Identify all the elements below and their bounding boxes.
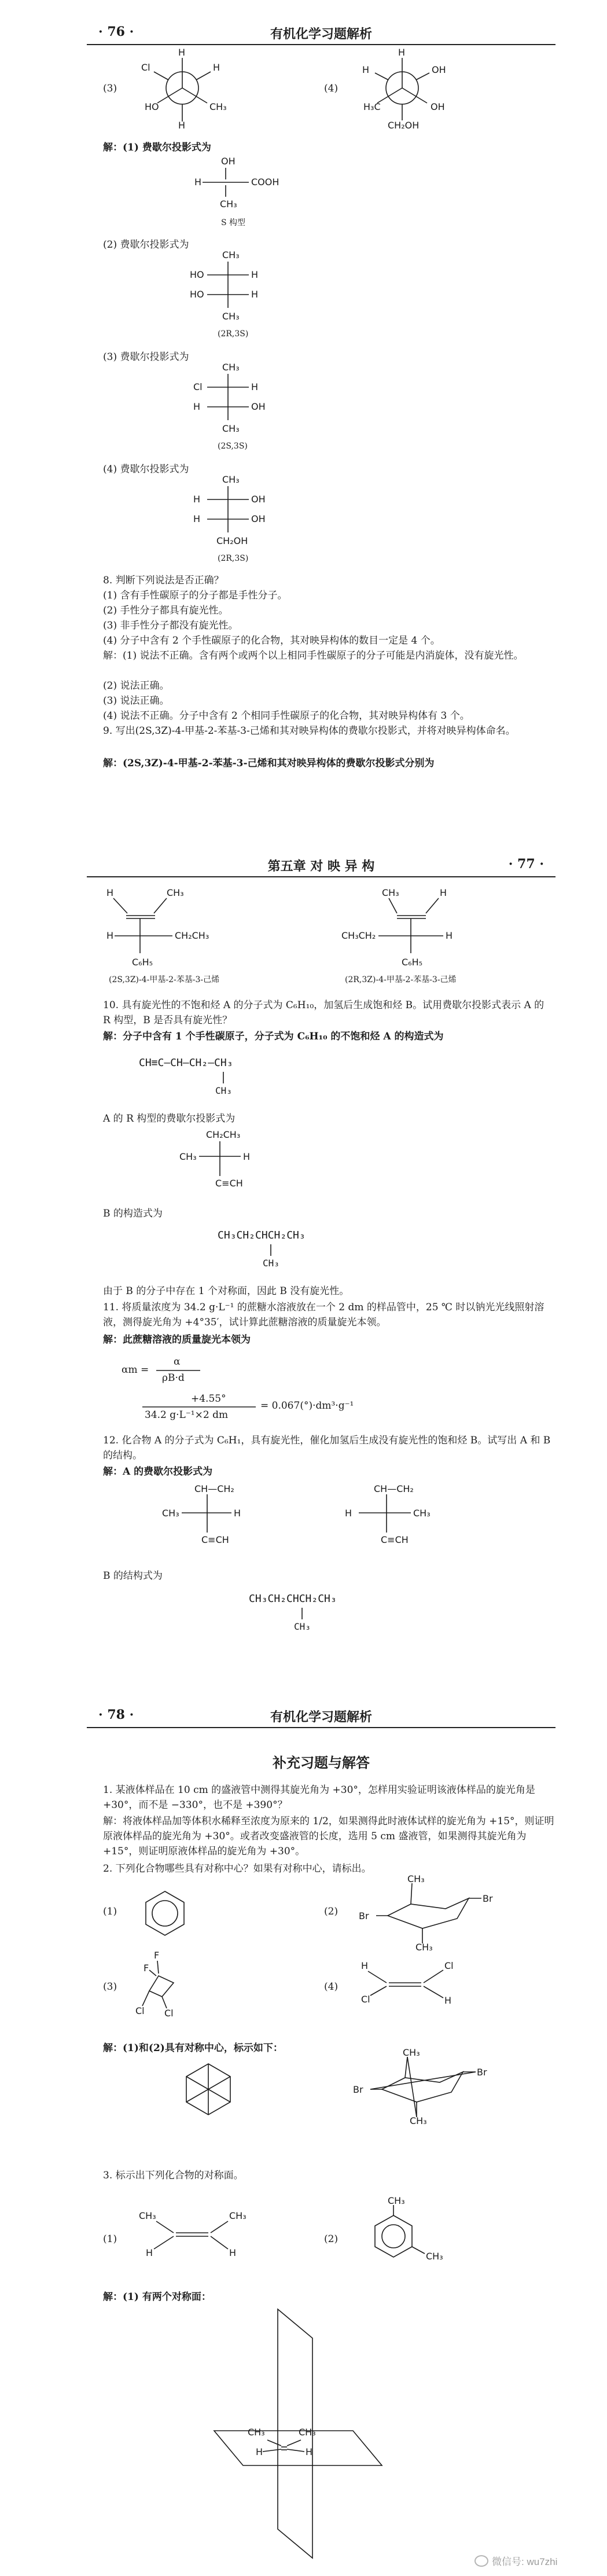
header-rule — [87, 876, 556, 877]
svg-text:CH₃: CH₃ — [299, 2427, 316, 2438]
svg-text:H: H — [106, 930, 114, 941]
dibromo-center-mark — [347, 2049, 498, 2124]
eq-num: α — [174, 1356, 181, 1368]
q12: 12. 化合物 A 的分子式为 C₆H₁，具有旋光性，催化加氢后生成没有旋光性的饱和烃 B。试写出 A 和 B 的结构。 — [103, 1435, 551, 1461]
s3-answer: 解：(1) 有两个对称面： — [103, 2291, 211, 2303]
svg-text:H: H — [361, 1960, 369, 1971]
solution-1: 解：(1) 费歇尔投影式为 — [103, 142, 211, 153]
q11-answer: 解：此蔗糖溶液的质量旋光本领为 — [103, 1334, 251, 1346]
svg-text:CH₃: CH₃ — [410, 2115, 427, 2126]
q8-answer-3: (3) 说法正确。 — [103, 695, 170, 707]
svg-text:H: H — [446, 930, 453, 941]
q8-2: (2) 手性分子都具有旋光性。 — [103, 605, 229, 616]
svg-text:H: H — [106, 887, 114, 898]
wechat-icon — [474, 2555, 488, 2567]
svg-text:H: H — [398, 47, 406, 58]
s2: 2. 下列化合物哪些具有对称中心？如果有对称中心，请标出。 — [103, 1863, 371, 1875]
svg-text:H: H — [306, 2446, 313, 2457]
q9: 9. 写出(2S,3Z)-4-甲基-2-苯基-3-己烯和其对映异构体的费歇尔投影式，并将对映异构体命名。 — [103, 725, 516, 737]
svg-text:CH₃: CH₃ — [139, 2210, 156, 2221]
svg-text:CH₃: CH₃ — [179, 1151, 197, 1162]
page-header — [87, 24, 556, 45]
s3-item-2: (2) — [324, 2233, 339, 2245]
section-title: 补充习题与解答 — [273, 1754, 370, 1771]
svg-text:CH₃: CH₃ — [388, 2195, 405, 2206]
eq2-den: 34.2 g·L⁻¹×2 dm — [145, 1409, 229, 1421]
s2-item-1: (1) — [103, 1906, 117, 1917]
page-header — [87, 1707, 556, 1728]
svg-text:Cl: Cl — [444, 1960, 454, 1971]
svg-text:Br: Br — [359, 1910, 369, 1921]
item-label-4: (4) — [324, 83, 339, 94]
fischer-3 — [190, 362, 306, 443]
q12-answer-b: B 的结构式为 — [103, 1570, 163, 1582]
svg-text:Cl: Cl — [193, 381, 203, 392]
svg-text:C≡CH: C≡CH — [201, 1534, 229, 1545]
q10: 10. 具有旋光性的不饱和烃 A 的分子式为 C₆H₁₀，加氢后生成饱和烃 B。试用费歇尔投影式表示 A 的 R 构型，B 是否具有旋光性？ — [103, 999, 545, 1026]
svg-text:CH₃: CH₃ — [426, 2251, 443, 2262]
watermark-text: 微信号: wu7zhi — [492, 2556, 558, 2567]
benzene-structure — [139, 1888, 191, 1940]
svg-text:CH₃CH₂: CH₃CH₂ — [341, 930, 376, 941]
name-2R3Z: (2R,3Z)-4-甲基-2-苯基-3-己烯 — [345, 975, 457, 984]
svg-text:Br: Br — [477, 2067, 487, 2078]
svg-text:C≡CH: C≡CH — [215, 1178, 243, 1189]
book-title: 有机化学习题解析 — [270, 1710, 372, 1725]
svg-text:CH₃: CH₃ — [209, 101, 227, 112]
fischer-A-R — [179, 1130, 295, 1193]
svg-text:OH: OH — [251, 494, 266, 505]
s2-item-3: (3) — [103, 1981, 117, 1993]
symmetry-planes-diagram — [191, 2309, 399, 2558]
config-2: (2R,3S) — [218, 329, 249, 339]
svg-text:CH₃: CH₃ — [222, 474, 240, 485]
newman-projection-3 — [139, 47, 227, 131]
formula-B: CH₃CH₂CHCH₂CH₃ — [218, 1229, 306, 1241]
formula-A-branch — [219, 1072, 230, 1085]
q8-answer-2: (2) 说法正确。 — [103, 680, 170, 692]
formula-B2: CH₃CH₂CHCH₂CH₃ — [249, 1593, 337, 1605]
q8-answer-1: 解：(1) 说法不正确。含有两个或两个以上相同手性碳原子的分子可能是内消旋体，没有旋光性。 — [103, 650, 524, 662]
svg-text:H: H — [213, 62, 220, 73]
s2-item-4: (4) — [324, 1981, 339, 1993]
svg-text:C₆H₅: C₆H₅ — [402, 957, 423, 968]
svg-text:Cl: Cl — [164, 2008, 174, 2019]
svg-text:CH₃: CH₃ — [222, 311, 240, 322]
q8-1: (1) 含有手性碳原子的分子都是手性分子。 — [103, 590, 288, 601]
fischer-2 — [190, 250, 306, 331]
s1-answer: 解：将液体样品加等体积水稀释至浓度为原来的 1/2，如果测得此时液体试样的旋光角为 +15°，则证明原液体样品的旋光角为 +30°。或者改变盛液管的长度，选用 5 cm 盛液管，如果测得其旋光角为 +15°，则证明原液体样品的旋光角为 +30°。 — [103, 1816, 554, 1857]
s3-item-1: (1) — [103, 2233, 117, 2245]
q8-4: (4) 分子中含有 2 个手性碳原子的化合物，其对映异构体的数目一定是 4 个。 — [103, 635, 440, 646]
svg-text:CH₂CH₃: CH₂CH₃ — [175, 930, 209, 941]
book-title: 有机化学习题解析 — [270, 27, 372, 42]
cyclobutane-structure — [133, 1950, 203, 2020]
formula-B-branch — [266, 1244, 278, 1257]
svg-text:H: H — [251, 381, 259, 392]
svg-text:CH₃: CH₃ — [220, 199, 237, 210]
page-78 — [87, 1707, 556, 2575]
svg-text:CH₃: CH₃ — [162, 1508, 179, 1519]
svg-text:F: F — [144, 1963, 149, 1974]
s3: 3. 标示出下列化合物的对称面。 — [103, 2170, 244, 2181]
page-76 — [87, 0, 556, 770]
formula-B2-branch — [297, 1608, 309, 1620]
svg-text:H: H — [251, 269, 259, 280]
svg-text:H: H — [251, 289, 259, 300]
svg-text:H: H — [243, 1151, 251, 1162]
eq-den: ρB·d — [162, 1372, 185, 1384]
watermark — [474, 2553, 557, 2568]
item-label-3: (3) — [103, 83, 117, 94]
q11: 11. 将质量浓度为 34.2 g·L⁻¹ 的蔗糖水溶液放在一个 2 dm 的样品管中，25 ℃ 时以钠光光线照射溶液，测得旋光角为 +4°35′，试计算此蔗糖溶液的质量旋光本领。 — [103, 1302, 545, 1328]
svg-text:CH₃: CH₃ — [248, 2427, 265, 2438]
svg-text:OH: OH — [221, 156, 236, 167]
svg-text:CH₃: CH₃ — [415, 1942, 433, 1953]
b-conclusion: 由于 B 的分子中存在 1 个对称面，因此 B 没有旋光性。 — [103, 1285, 350, 1297]
q8: 8. 判断下列说法是否正确？ — [103, 575, 224, 586]
eq-lhs: αm = — [122, 1364, 149, 1376]
q8-3: (3) 非手性分子都没有旋光性。 — [103, 620, 238, 631]
fischer-q12-right — [341, 1484, 469, 1553]
svg-text:CH—CH₂: CH—CH₂ — [194, 1483, 234, 1494]
svg-text:H: H — [193, 494, 201, 505]
svg-text:H: H — [234, 1508, 241, 1519]
svg-text:H: H — [178, 120, 186, 131]
config-4: (2R,3S) — [218, 554, 249, 563]
page-77 — [87, 857, 556, 1667]
svg-text:HO: HO — [190, 289, 204, 300]
svg-text:OH: OH — [251, 513, 266, 524]
chapter-title: 第五章 对 映 异 构 — [267, 859, 375, 874]
svg-text:HO: HO — [145, 101, 159, 112]
svg-text:CH₃: CH₃ — [222, 362, 240, 373]
eq2-num: +4.55° — [191, 1393, 226, 1405]
formula-B2-sub: CH₃ — [294, 1621, 311, 1632]
svg-text:H: H — [194, 177, 202, 188]
svg-text:OH: OH — [251, 401, 266, 412]
newman-projection-4 — [359, 47, 451, 131]
svg-text:CH₃: CH₃ — [413, 1508, 431, 1519]
benzene-center-mark — [179, 2060, 237, 2118]
page-number: · 76 · — [98, 24, 134, 39]
svg-text:CH₂OH: CH₂OH — [216, 535, 248, 546]
s2-item-2: (2) — [324, 1906, 339, 1917]
svg-text:Cl: Cl — [135, 2005, 145, 2016]
s1: 1. 某液体样品在 10 cm 的盛液管中测得其旋光角为 +30°，怎样用实验证明该液体样品的旋光角是 +30°，而不是 −330°，也不是 +390°？ — [103, 1784, 535, 1811]
page-header — [87, 857, 556, 877]
fischer-3-lead: (3) 费歇尔投影式为 — [103, 351, 189, 363]
svg-text:C₆H₅: C₆H₅ — [132, 957, 153, 968]
svg-text:CH₂OH: CH₂OH — [388, 120, 420, 131]
svg-text:H: H — [193, 401, 201, 412]
page-number: · 78 · — [98, 1707, 134, 1722]
q9-answer: 解：(2S,3Z)-4-甲基-2-苯基-3-己烯和其对映异构体的费歇尔投影式分别为 — [103, 758, 435, 769]
svg-text:H: H — [193, 513, 201, 524]
svg-text:CH₃: CH₃ — [222, 249, 240, 260]
svg-text:CH₃: CH₃ — [229, 2210, 247, 2221]
dibromo-cyclohexane — [359, 1873, 498, 1953]
svg-text:Cl: Cl — [361, 1994, 370, 2005]
fischer-4-lead: (4) 费歇尔投影式为 — [103, 464, 189, 475]
formula-A-sub: CH₃ — [215, 1085, 232, 1096]
svg-text:CH₂CH₃: CH₂CH₃ — [206, 1129, 241, 1140]
svg-text:COOH: COOH — [251, 177, 279, 188]
svg-text:CH₃: CH₃ — [407, 1873, 425, 1884]
q8-answer-4: (4) 说法不正确。分子中含有 2 个相同手性碳原子的化合物，其对映异构体有 3 个。 — [103, 710, 470, 722]
fischer-2R3Z — [341, 887, 532, 973]
fischer-1 — [191, 156, 307, 220]
header-rule — [87, 44, 556, 45]
svg-text:Br: Br — [483, 1893, 493, 1904]
svg-text:H: H — [256, 2446, 263, 2457]
name-2S3Z: (2S,3Z)-4-甲基-2-苯基-3-己烯 — [109, 975, 220, 984]
svg-text:H: H — [345, 1508, 352, 1519]
svg-text:H: H — [362, 64, 370, 75]
svg-text:HO: HO — [190, 269, 204, 280]
svg-text:C≡CH: C≡CH — [381, 1534, 409, 1545]
b-struct-lead: B 的构造式为 — [103, 1208, 163, 1219]
svg-text:CH₃: CH₃ — [222, 423, 240, 434]
dimethylethylene-structure — [139, 2208, 255, 2261]
header-rule — [87, 1727, 556, 1728]
svg-text:H: H — [444, 1995, 452, 2006]
fischer-q12-left — [162, 1484, 289, 1553]
config-3: (2S,3S) — [218, 442, 248, 451]
svg-text:H₃C: H₃C — [363, 101, 381, 112]
svg-text:OH: OH — [431, 101, 445, 112]
fischer-4 — [190, 475, 317, 556]
svg-text:Br: Br — [353, 2084, 363, 2095]
r-fischer-lead: A 的 R 构型的费歇尔投影式为 — [103, 1113, 236, 1125]
q12-answer-a: 解：A 的费歇尔投影式为 — [103, 1466, 213, 1478]
eq2-rhs: = 0.067(°)·dm³·g⁻¹ — [260, 1400, 354, 1412]
s2-answer: 解：(1)和(2)具有对称中心，标示如下： — [103, 2042, 283, 2054]
svg-text:H: H — [178, 47, 186, 58]
svg-text:Cl: Cl — [141, 62, 150, 73]
svg-text:H: H — [146, 2247, 153, 2258]
svg-text:H: H — [440, 887, 447, 898]
fischer-2S3Z — [103, 887, 294, 973]
m-xylene-structure — [359, 2197, 446, 2278]
svg-text:OH: OH — [432, 64, 446, 75]
formula-A: CH≡C—CH—CH₂—CH₃ — [139, 1057, 233, 1069]
svg-text:CH₃: CH₃ — [167, 887, 184, 898]
formula-B-sub: CH₃ — [263, 1258, 279, 1269]
page-number: · 77 · — [508, 857, 544, 872]
svg-text:F: F — [154, 1950, 160, 1961]
svg-text:CH₃: CH₃ — [382, 887, 399, 898]
svg-text:H: H — [229, 2247, 237, 2258]
ethylene-structure — [359, 1960, 463, 2006]
svg-text:CH₃: CH₃ — [403, 2047, 420, 2058]
config-label: S 构型 — [221, 218, 246, 227]
svg-text:CH—CH₂: CH—CH₂ — [374, 1483, 414, 1494]
q10-answer: 解：分子中含有 1 个手性碳原子，分子式为 C₆H₁₀ 的不饱和烃 A 的构造式为 — [103, 1031, 444, 1042]
fischer-2-lead: (2) 费歇尔投影式为 — [103, 239, 189, 251]
